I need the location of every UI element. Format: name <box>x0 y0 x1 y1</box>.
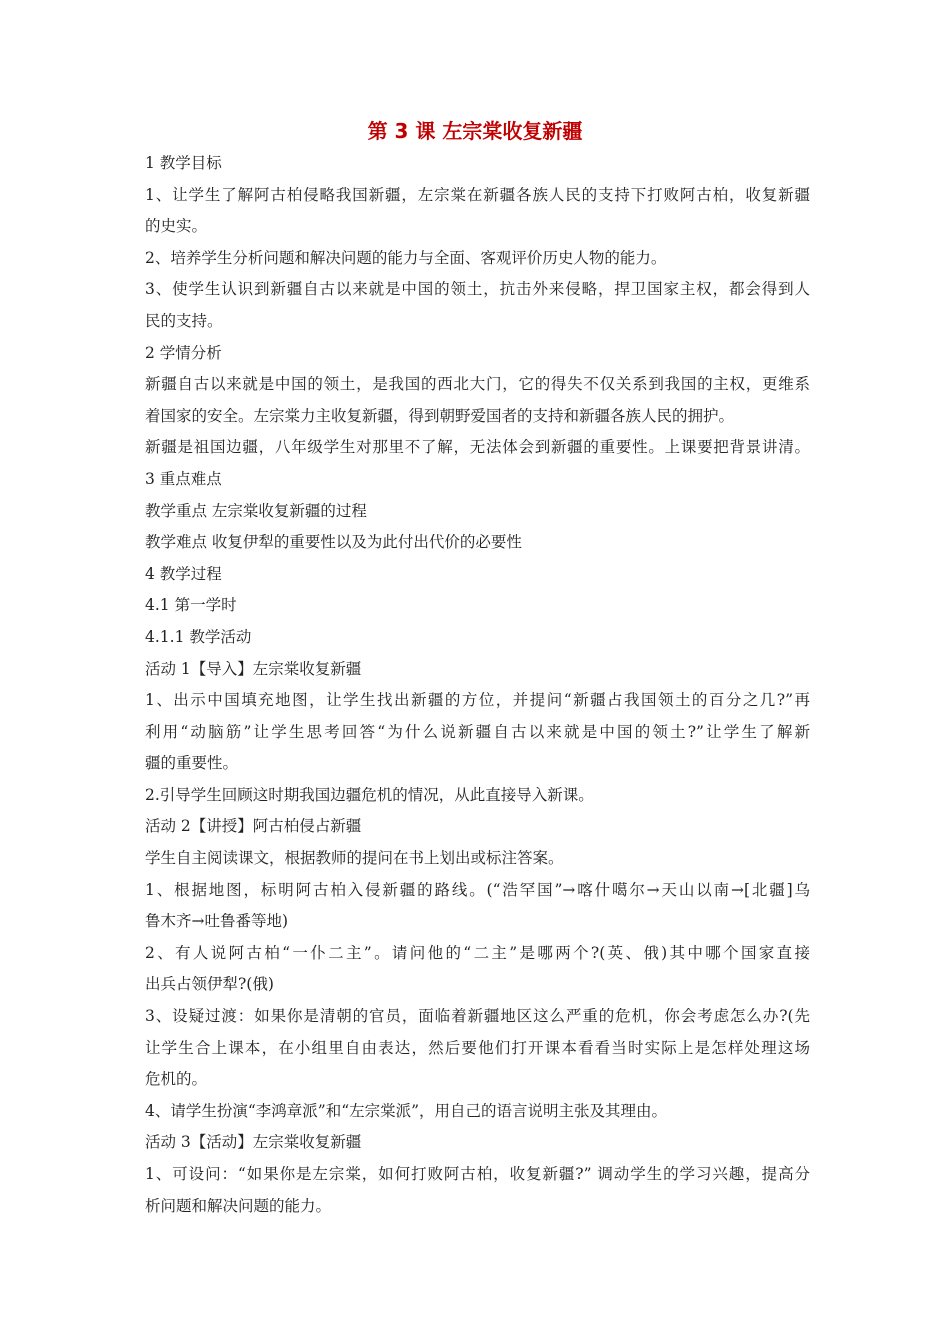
text-line: 民的支持。 <box>145 311 223 330</box>
lesson-title: 第 3 课 左宗棠收复新疆 <box>367 119 583 143</box>
body-text <box>145 148 810 1222</box>
text-line: 2、有人说阿古柏“一仆二主”。请问他的“二主”是哪两个?(英、俄)其中哪个国家直接 <box>145 943 810 962</box>
text-line: 4.1 第一学时 <box>145 596 237 615</box>
text-line: 4 教学过程 <box>145 564 222 583</box>
text-line: 2、培养学生分析问题和解决问题的能力与全面、客观评价历史人物的能力。 <box>145 248 667 267</box>
text-line: 让学生合上课本，在小组里自由表达，然后要他们打开课本看看当时实际上是怎样处理这场 <box>145 1038 810 1057</box>
text-line: 2.引导学生回顾这时期我国边疆危机的情况，从此直接导入新课。 <box>145 785 594 804</box>
text-line: 活动 1【导入】左宗棠收复新疆 <box>145 659 362 678</box>
text-line: 1、根据地图，标明阿古柏入侵新疆的路线。(“浩罕国”→喀什噶尔→天山以南→[北疆]乌 <box>145 880 810 899</box>
text-line: 1、出示中国填充地图，让学生找出新疆的方位，并提问“新疆占我国领土的百分之几?”再 <box>145 691 810 710</box>
text-line: 3 重点难点 <box>145 469 222 488</box>
text-line: 的史实。 <box>145 217 208 236</box>
text-line: 疆的重要性。 <box>145 754 239 773</box>
text-line: 鲁木齐→吐鲁番等地) <box>145 912 289 931</box>
text-line: 活动 3【活动】左宗棠收复新疆 <box>145 1133 362 1152</box>
text-line: 4、请学生扮演“李鸿章派”和“左宗棠派”，用自己的语言说明主张及其理由。 <box>145 1101 668 1120</box>
text-line: 教学重点 左宗棠收复新疆的过程 <box>145 501 367 520</box>
text-line: 2 学情分析 <box>145 343 222 362</box>
text-line: 新疆是祖国边疆，八年级学生对那里不了解，无法体会到新疆的重要性。上课要把背景讲清。 <box>145 438 810 457</box>
text-line: 教学难点 收复伊犁的重要性以及为此付出代价的必要性 <box>145 533 522 552</box>
text-line: 1、让学生了解阿古柏侵略我国新疆，左宗棠在新疆各族人民的支持下打败阿古柏，收复新疆 <box>145 185 810 204</box>
text-line: 1 教学目标 <box>145 154 222 172</box>
text-line: 析问题和解决问题的能力。 <box>145 1196 332 1215</box>
text-line: 利用“动脑筋”让学生思考回答“为什么说新疆自古以来就是中国的领土?”让学生了解新 <box>145 722 810 741</box>
text-line: 学生自主阅读课文，根据教师的提问在书上划出或标注答案。 <box>145 849 564 868</box>
text-line: 危机的。 <box>145 1070 208 1089</box>
text-line: 1、可设问：“如果你是左宗棠，如何打败阿古柏，收复新疆?” 调动学生的学习兴趣，提高分 <box>145 1165 810 1183</box>
text-line: 新疆自古以来就是中国的领土，是我国的西北大门，它的得失不仅关系到我国的主权，更维系 <box>145 375 810 394</box>
text-line: 出兵占领伊犁?(俄) <box>145 975 274 994</box>
text-line: 活动 2【讲授】阿古柏侵占新疆 <box>145 817 362 836</box>
text-line: 4.1.1 教学活动 <box>145 627 252 646</box>
text-line: 3、设疑过渡：如果你是清朝的官员，面临着新疆地区这么严重的危机，你会考虑怎么办?(先 <box>145 1007 810 1026</box>
text-line: 着国家的安全。左宗棠力主收复新疆，得到朝野爱国者的支持和新疆各族人民的拥护。 <box>145 406 735 425</box>
text-line: 3、使学生认识到新疆自古以来就是中国的领土，抗击外来侵略，捍卫国家主权，都会得到人 <box>145 280 810 299</box>
